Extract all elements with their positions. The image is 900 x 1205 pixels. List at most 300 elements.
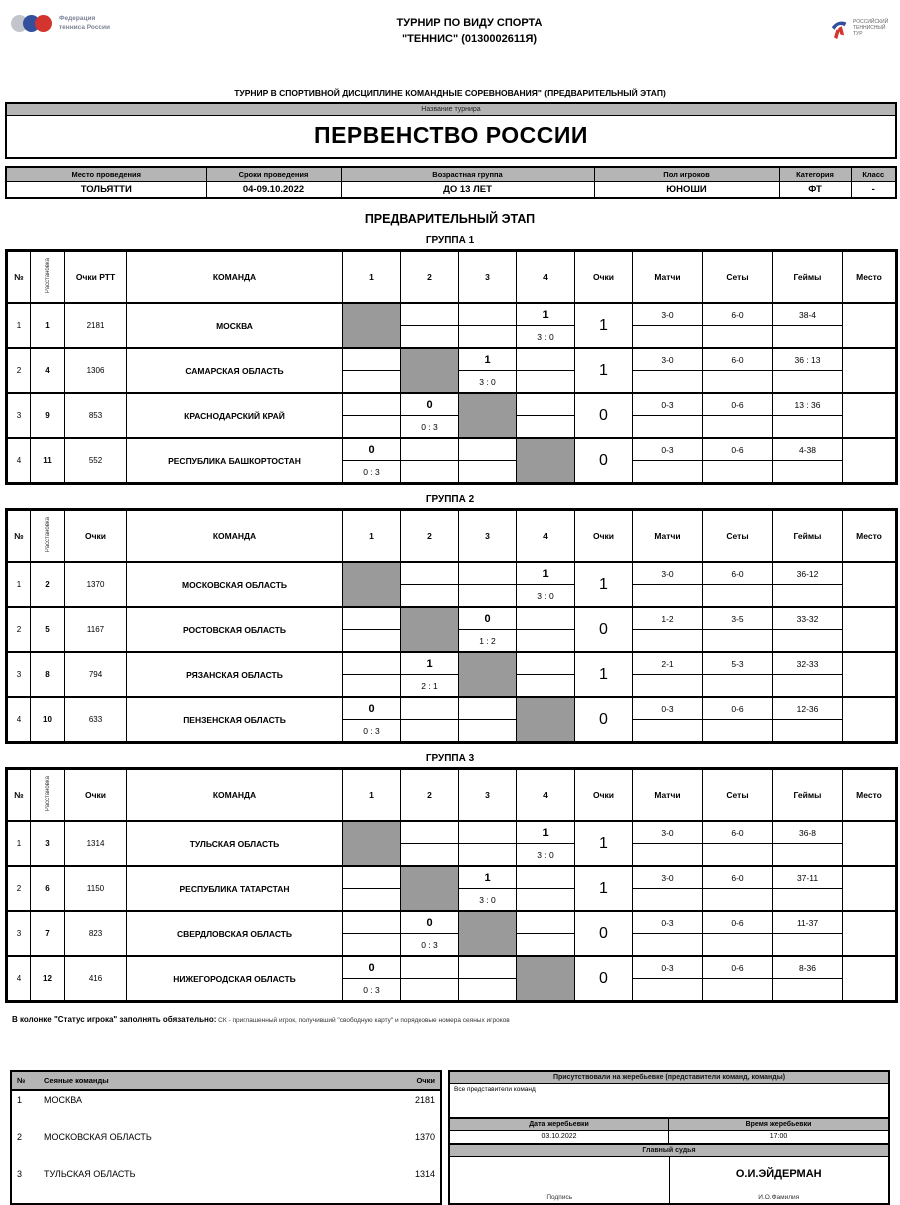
cell-match-points [343,393,401,416]
cell-match-setscore [517,889,575,912]
rtt-logo-text [853,19,888,37]
cell-stat-empty [703,844,773,867]
cell-match-setscore: 3 : 0 [517,326,575,349]
cell-match-points [459,956,517,979]
col-seed-header [31,251,65,304]
cell-diagonal [517,438,575,484]
info-header-gender: Пол игроков [594,167,779,182]
info-value-class: - [851,182,896,199]
col-opponent-1-header: 1 [343,510,401,563]
cell-points-rtt: 552 [65,438,127,484]
seed-vertical-label: Расстановка [44,258,51,294]
cell-stat-empty [633,979,703,1002]
cell-score: 1 [575,866,633,911]
team-row [7,956,897,979]
cell-seed: 6 [31,866,65,911]
col-sets-header: Сеты [703,251,773,304]
cell-match-setscore [343,934,401,957]
cell-points-rtt: 1150 [65,866,127,911]
cell-stat-empty [773,585,843,608]
cell-sets: 0-6 [703,697,773,720]
cell-place [843,393,897,438]
draw-datetime-values [450,1131,888,1145]
info-value-place: ТОЛЬЯТТИ [6,182,206,199]
cell-match-setscore: 0 : 3 [343,461,401,484]
cell-match-setscore: 3 : 0 [459,371,517,394]
team-row [7,821,897,844]
cell-points-rtt: 794 [65,652,127,697]
cell-num: 1 [7,562,31,607]
cell-match-setscore: 0 : 3 [343,979,401,1002]
cell-match-points [401,956,459,979]
signature-row [450,1157,888,1203]
cell-num: 2 [7,866,31,911]
stage-title: ПРЕДВАРИТЕЛЬНЫЙ ЭТАП [364,212,536,226]
col-matches-header: Матчи [633,251,703,304]
cell-match-points [459,303,517,326]
cell-diagonal [343,562,401,607]
cell-games: 36-8 [773,821,843,844]
cell-place [843,866,897,911]
cell-stat-empty [703,889,773,912]
document-title-line2: "ТЕННИС" (0130002611Я) [401,32,538,45]
group-header-row [7,510,897,563]
col-opponent-4-header: 4 [517,510,575,563]
cell-place [843,821,897,866]
cell-score: 0 [575,438,633,484]
cell-match-setscore: 0 : 3 [343,720,401,743]
cell-num: 3 [7,393,31,438]
cell-match-points [401,562,459,585]
cell-match-setscore: 3 : 0 [517,844,575,867]
cell-match-setscore [343,416,401,439]
cell-match-setscore [517,416,575,439]
cell-match-setscore [401,326,459,349]
cell-match-points: 1 [517,821,575,844]
cell-seed: 8 [31,652,65,697]
cell-stat-empty [773,889,843,912]
cell-team-name: ТУЛЬСКАЯ ОБЛАСТЬ [127,821,343,866]
group-block [5,753,895,1003]
referee-name-label: И.О.Фамилия [758,1194,800,1201]
cell-stat-empty [773,461,843,484]
seeded-header-teams: Сеяные команды [39,1071,345,1090]
cell-match-points: 1 [517,562,575,585]
cell-matches: 0-3 [633,956,703,979]
tournament-name: ПЕРВЕНСТВО РОССИИ [314,122,588,148]
draw-datetime-headers [450,1119,888,1131]
cell-diagonal [459,652,517,697]
col-seed-header [31,769,65,822]
cell-matches: 3-0 [633,562,703,585]
seeded-header-points: Очки [345,1071,441,1090]
col-games-header: Геймы [773,510,843,563]
cell-place [843,697,897,743]
col-points-header: Очки РТТ [65,251,127,304]
cell-score: 1 [575,562,633,607]
status-footnote [12,1015,888,1024]
document-title-line1: ТУРНИР ПО ВИДУ СПОРТА [396,17,543,29]
team-row [7,438,897,461]
cell-stat-empty [633,416,703,439]
ftr-logo-line2: тенниса России [59,23,111,31]
cell-place [843,438,897,484]
cell-stat-empty [773,844,843,867]
cell-matches: 2-1 [633,652,703,675]
cell-matches: 3-0 [633,821,703,844]
cell-score: 0 [575,393,633,438]
cell-match-points [401,821,459,844]
cell-stat-empty [703,326,773,349]
footnote-rest: СК - приглашенный игрок, получивший "свободную карту" и порядковые номера сеяных игроков [216,1017,510,1024]
cell-match-setscore [459,585,517,608]
cell-match-setscore [517,630,575,653]
group-table [5,767,898,1003]
cell-games: 37-11 [773,866,843,889]
cell-num: 4 [7,956,31,1002]
ftr-logo-line1: Федерация [59,15,96,22]
seeded-team: МОСКОВСКАЯ ОБЛАСТЬ [44,1132,152,1143]
col-team-header: КОМАНДА [127,510,343,563]
draw-present-value: Все представители команд [450,1084,888,1119]
info-header-category: Категория [779,167,851,182]
info-header-row [6,167,896,182]
cell-match-points: 1 [401,652,459,675]
cell-stat-empty [633,889,703,912]
cell-sets: 6-0 [703,303,773,326]
cell-seed: 7 [31,911,65,956]
cell-stat-empty [633,720,703,743]
group-table [5,249,898,485]
seeded-team-row [11,1090,441,1129]
cell-match-points: 1 [517,303,575,326]
cell-seed: 9 [31,393,65,438]
team-row [7,562,897,585]
col-games-header: Геймы [773,251,843,304]
cell-stat-empty [703,630,773,653]
cell-games: 13 : 36 [773,393,843,416]
col-games-header: Геймы [773,769,843,822]
cell-match-points [401,303,459,326]
bottom-section [10,1070,890,1205]
ftr-logo [11,15,110,33]
group-title: ГРУППА 1 [425,235,475,246]
col-opponent-1-header: 1 [343,251,401,304]
cell-place [843,911,897,956]
tennis-player-icon [829,16,851,42]
ftr-logo-circles-icon [11,15,52,32]
cell-games: 11-37 [773,911,843,934]
cell-match-setscore [343,889,401,912]
team-row [7,303,897,326]
cell-team-name: САМАРСКАЯ ОБЛАСТЬ [127,348,343,393]
team-row [7,393,897,416]
cell-points-rtt: 1306 [65,348,127,393]
draw-date-header: Дата жеребьевки [450,1119,669,1131]
seeded-team-row [11,1128,441,1165]
cell-team-name: СВЕРДЛОВСКАЯ ОБЛАСТЬ [127,911,343,956]
col-opponent-1-header: 1 [343,769,401,822]
cell-points-rtt: 823 [65,911,127,956]
cell-stat-empty [773,675,843,698]
cell-stat-empty [703,585,773,608]
seeded-team: ТУЛЬСКАЯ ОБЛАСТЬ [44,1169,136,1180]
cell-games: 38-4 [773,303,843,326]
seed-vertical-label: Расстановка [44,517,51,553]
referee-name: О.И.ЭЙДЕРМАН [735,1168,822,1180]
group-block [5,494,895,744]
draw-time-header: Время жеребьевки [669,1119,888,1131]
cell-match-points [459,438,517,461]
cell-stat-empty [703,371,773,394]
cell-match-points: 1 [459,348,517,371]
cell-stat-empty [703,979,773,1002]
group-header-row [7,251,897,304]
seeded-team: МОСКВА [44,1094,82,1105]
cell-sets: 0-6 [703,956,773,979]
col-opponent-2-header: 2 [401,769,459,822]
group-title: ГРУППА 3 [425,753,475,764]
cell-matches: 3-0 [633,348,703,371]
cell-stat-empty [773,326,843,349]
cell-sets: 0-6 [703,438,773,461]
team-row [7,866,897,889]
cell-match-setscore [401,979,459,1002]
cell-matches: 1-2 [633,607,703,630]
col-score-header: Очки [575,510,633,563]
cell-stat-empty [633,934,703,957]
cell-match-points [517,866,575,889]
cell-score: 0 [575,956,633,1002]
info-header-class: Класс [851,167,896,182]
cell-match-setscore [401,585,459,608]
cell-seed: 12 [31,956,65,1002]
cell-stat-empty [773,371,843,394]
red-circle-icon [35,15,52,32]
cell-match-points [517,652,575,675]
cell-place [843,348,897,393]
cell-matches: 0-3 [633,697,703,720]
cell-games: 36-12 [773,562,843,585]
col-sets-header: Сеты [703,510,773,563]
cell-team-name: ПЕНЗЕНСКАЯ ОБЛАСТЬ [127,697,343,743]
cell-stat-empty [773,416,843,439]
cell-sets: 6-0 [703,821,773,844]
cell-games: 33-32 [773,607,843,630]
cell-place [843,956,897,1002]
cell-sets: 5-3 [703,652,773,675]
signature-area [450,1157,670,1203]
seeded-points: 1314 [414,1169,435,1180]
info-value-row [6,182,896,199]
seeded-header-num: № [11,1071,39,1090]
cell-stat-empty [773,979,843,1002]
cell-matches: 3-0 [633,303,703,326]
cell-seed: 10 [31,697,65,743]
cell-match-setscore [401,844,459,867]
cell-num: 1 [7,821,31,866]
group-block [5,235,895,485]
cell-match-points [459,821,517,844]
cell-match-points: 0 [343,956,401,979]
cell-team-name: КРАСНОДАРСКИЙ КРАЙ [127,393,343,438]
draw-time-value: 17:00 [669,1131,888,1145]
cell-games: 8-36 [773,956,843,979]
info-value-category: ФТ [779,182,851,199]
info-header-age: Возрастная группа [341,167,594,182]
cell-stat-empty [633,630,703,653]
cell-score: 1 [575,652,633,697]
cell-match-points: 0 [343,697,401,720]
cell-match-points: 0 [401,393,459,416]
cell-matches: 0-3 [633,438,703,461]
cell-place [843,607,897,652]
cell-stat-empty [703,461,773,484]
cell-team-name: РОСТОВСКАЯ ОБЛАСТЬ [127,607,343,652]
seeded-points: 1370 [414,1132,435,1143]
cell-match-points [517,393,575,416]
cell-diagonal [517,697,575,743]
team-row [7,652,897,675]
cell-seed: 5 [31,607,65,652]
cell-team-name: РЕСПУБЛИКА БАШКОРТОСТАН [127,438,343,484]
cell-sets: 3-5 [703,607,773,630]
cell-stat-empty [703,934,773,957]
cell-points-rtt: 416 [65,956,127,1002]
cell-match-points: 0 [401,911,459,934]
col-sets-header: Сеты [703,769,773,822]
cell-match-setscore [517,371,575,394]
cell-match-setscore [517,934,575,957]
cell-diagonal [517,956,575,1002]
info-value-age: ДО 13 ЛЕТ [341,182,594,199]
cell-match-setscore [401,461,459,484]
cell-match-setscore [459,326,517,349]
cell-sets: 6-0 [703,866,773,889]
cell-match-points [343,911,401,934]
cell-match-points [401,697,459,720]
cell-match-setscore [343,675,401,698]
cell-points-rtt: 1370 [65,562,127,607]
cell-points-rtt: 1167 [65,607,127,652]
col-opponent-4-header: 4 [517,769,575,822]
cell-diagonal [343,821,401,866]
group-table [5,508,898,744]
cell-num: 2 [7,607,31,652]
cell-stat-empty [633,675,703,698]
cell-score: 0 [575,697,633,743]
cell-seed: 4 [31,348,65,393]
tournament-name-block [5,102,897,159]
info-header-dates: Сроки проведения [206,167,341,182]
rtt-logo-line2: ТЕННИСНЫЙ [853,25,886,31]
document-title [397,16,543,48]
tournament-name-label: Название турнира [7,104,895,116]
cell-match-setscore [459,720,517,743]
cell-match-setscore [343,371,401,394]
cell-num: 3 [7,652,31,697]
cell-points-rtt: 633 [65,697,127,743]
ftr-logo-text [59,15,110,33]
seeded-points: 2181 [414,1094,435,1105]
col-opponent-2-header: 2 [401,251,459,304]
team-row [7,911,897,934]
cell-match-points [401,438,459,461]
cell-stat-empty [633,371,703,394]
cell-match-points: 0 [343,438,401,461]
col-opponent-2-header: 2 [401,510,459,563]
cell-match-points [343,866,401,889]
signature-label: Подпись [546,1194,573,1201]
cell-match-setscore [343,630,401,653]
col-num-header: № [7,510,31,563]
rtt-logo [829,16,889,42]
cell-match-setscore: 1 : 2 [459,630,517,653]
cell-diagonal [459,393,517,438]
seeded-num: 3 [17,1169,23,1180]
footnote-bold: В колонке "Статус игрока" заполнять обязательно: [12,1015,217,1024]
info-header-place: Место проведения [6,167,206,182]
page-header [5,10,895,74]
seeded-num: 2 [17,1132,23,1143]
cell-match-points [343,652,401,675]
cell-stat-empty [703,720,773,743]
cell-match-points [459,562,517,585]
cell-points-rtt: 2181 [65,303,127,348]
cell-match-points [459,697,517,720]
cell-diagonal [459,911,517,956]
draw-table [448,1070,890,1205]
cell-match-points [343,348,401,371]
col-score-header: Очки [575,769,633,822]
col-team-header: КОМАНДА [127,251,343,304]
cell-stat-empty [773,720,843,743]
cell-diagonal [343,303,401,348]
col-seed-header [31,510,65,563]
seed-vertical-label: Расстановка [44,776,51,812]
cell-team-name: НИЖЕГОРОДСКАЯ ОБЛАСТЬ [127,956,343,1002]
cell-sets: 6-0 [703,348,773,371]
cell-match-points [517,911,575,934]
cell-stat-empty [703,675,773,698]
groups-container [5,235,895,1003]
rtt-logo-line1: РОССИЙСКИЙ [853,19,889,25]
cell-match-setscore: 2 : 1 [401,675,459,698]
cell-seed: 1 [31,303,65,348]
cell-sets: 6-0 [703,562,773,585]
group-header-row [7,769,897,822]
cell-seed: 2 [31,562,65,607]
cell-place [843,303,897,348]
cell-stat-empty [703,416,773,439]
info-value-gender: ЮНОШИ [594,182,779,199]
discipline-subtitle: ТУРНИР В СПОРТИВНОЙ ДИСЦИПЛИНЕ КОМАНДНЫЕ СОРЕВНОВАНИЯ" (ПРЕДВАРИТЕЛЬНЫЙ ЭТАП) [234,88,666,98]
cell-games: 12-36 [773,697,843,720]
cell-match-points: 0 [459,607,517,630]
cell-match-setscore [401,720,459,743]
col-matches-header: Матчи [633,510,703,563]
col-num-header: № [7,251,31,304]
cell-team-name: РЕСПУБЛИКА ТАТАРСТАН [127,866,343,911]
seeded-num: 1 [17,1094,23,1105]
cell-stat-empty [773,934,843,957]
cell-diagonal [401,866,459,911]
col-points-header: Очки [65,510,127,563]
cell-num: 4 [7,438,31,484]
cell-score: 1 [575,303,633,348]
col-place-header: Место [843,769,897,822]
col-place-header: Место [843,251,897,304]
